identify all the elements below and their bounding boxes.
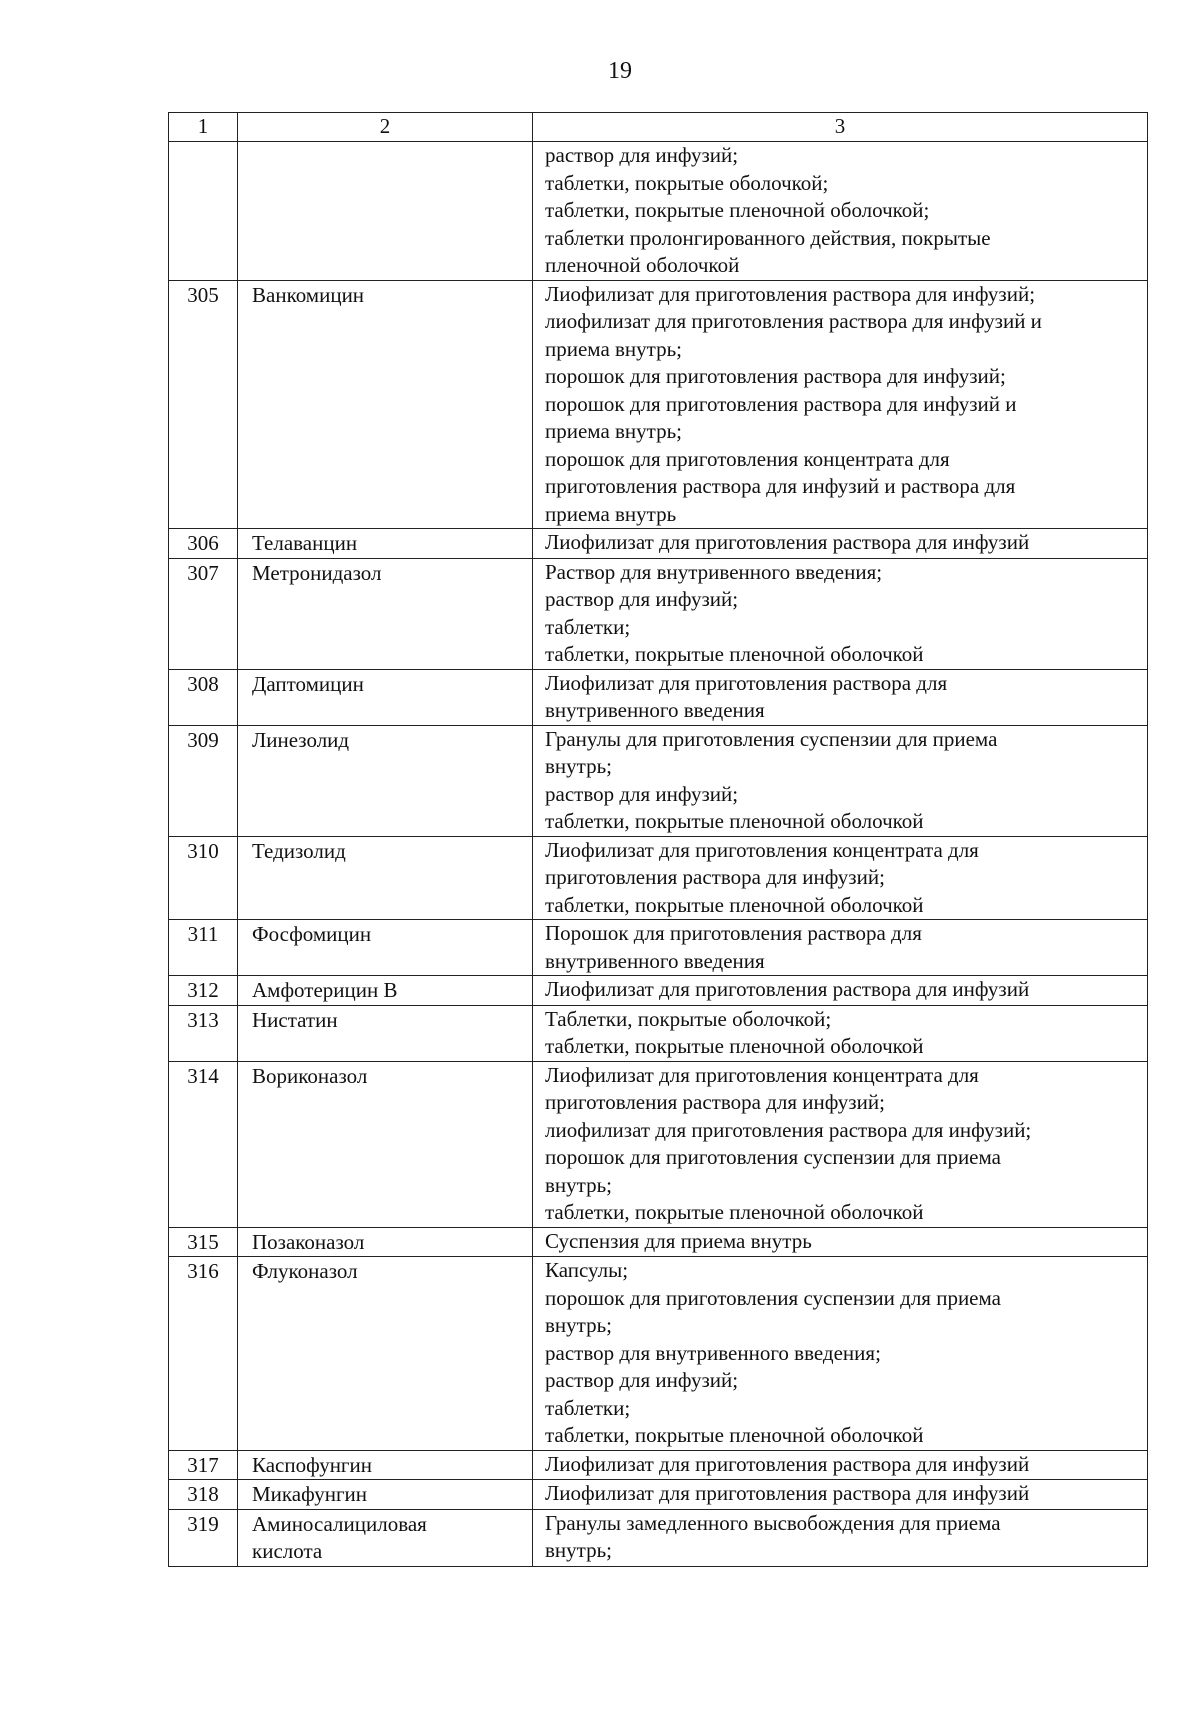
drug-name-line: Амфотерицин В bbox=[252, 978, 398, 1002]
row-number: 309 bbox=[169, 725, 238, 836]
drug-table-container bbox=[168, 112, 1147, 1567]
drug-name-cell bbox=[238, 725, 533, 836]
table-row bbox=[169, 142, 1148, 281]
dosage-form-line: порошок для приготовления суспензии для приема bbox=[545, 1145, 1001, 1169]
column-header-1: 1 bbox=[169, 113, 238, 142]
drug-name-line: кислота bbox=[252, 1539, 323, 1563]
dosage-form-line: таблетки, покрытые пленочной оболочкой bbox=[545, 809, 924, 833]
dosage-form-line: порошок для приготовления раствора для инфузий; bbox=[545, 364, 1006, 388]
table-row bbox=[169, 1061, 1148, 1227]
dosage-form-line: внутрь; bbox=[545, 1313, 612, 1337]
dosage-forms-cell bbox=[533, 1257, 1148, 1451]
drug-name-cell bbox=[238, 558, 533, 669]
dosage-form-line: пленочной оболочкой bbox=[545, 253, 740, 277]
drug-name-line: Аминосалициловая bbox=[252, 1511, 427, 1536]
row-number: 316 bbox=[169, 1257, 238, 1451]
dosage-form-line: внутрь; bbox=[545, 1538, 612, 1562]
drug-name-cell bbox=[238, 920, 533, 976]
row-number: 306 bbox=[169, 529, 238, 559]
drug-name-line: Микафунгин bbox=[252, 1482, 368, 1506]
dosage-forms-cell bbox=[533, 1480, 1148, 1510]
dosage-form-line: приготовления раствора для инфузий; bbox=[545, 1090, 885, 1114]
drug-name-cell bbox=[238, 529, 533, 559]
dosage-form-line: порошок для приготовления суспензии для приема bbox=[545, 1285, 1001, 1310]
dosage-form-line: таблетки, покрытые пленочной оболочкой; bbox=[545, 198, 930, 222]
table-row bbox=[169, 1509, 1148, 1566]
dosage-form-line: таблетки, покрытые пленочной оболочкой bbox=[545, 1423, 924, 1447]
header-row bbox=[169, 113, 1148, 142]
dosage-form-line: Лиофилизат для приготовления концентрата для bbox=[545, 1062, 979, 1087]
drug-name-cell bbox=[238, 1450, 533, 1480]
drug-name-line: Флуконазол bbox=[252, 1259, 358, 1283]
dosage-form-line: приготовления раствора для инфузий и раствора для bbox=[545, 474, 1016, 498]
dosage-form-line: внутривенного введения bbox=[545, 948, 765, 973]
column-header-2: 2 bbox=[238, 113, 533, 142]
table-row bbox=[169, 836, 1148, 920]
dosage-form-line: приема внутрь; bbox=[545, 336, 683, 361]
dosage-form-line: лиофилизат для приготовления раствора для инфузий и bbox=[545, 309, 1042, 333]
dosage-forms-cell bbox=[533, 1450, 1148, 1480]
dosage-form-line: внутрь; bbox=[545, 1172, 612, 1197]
row-number: 311 bbox=[169, 920, 238, 976]
table-row bbox=[169, 1480, 1148, 1510]
table-header bbox=[169, 113, 1148, 142]
dosage-form-line: Лиофилизат для приготовления раствора для инфузий bbox=[545, 530, 1030, 554]
table-row bbox=[169, 1450, 1148, 1480]
dosage-form-line: Суспензия для приема внутрь bbox=[545, 1228, 812, 1253]
drug-name-cell bbox=[238, 669, 533, 725]
row-number: 319 bbox=[169, 1509, 238, 1566]
dosage-form-line: таблетки, покрытые оболочкой; bbox=[545, 170, 829, 195]
dosage-forms-cell bbox=[533, 529, 1148, 559]
row-number bbox=[169, 142, 238, 281]
row-number: 315 bbox=[169, 1227, 238, 1257]
row-number: 317 bbox=[169, 1450, 238, 1480]
dosage-forms-cell bbox=[533, 280, 1148, 529]
dosage-form-line: приготовления раствора для инфузий; bbox=[545, 865, 885, 889]
dosage-form-line: Гранулы для приготовления суспензии для приема bbox=[545, 726, 998, 751]
dosage-form-line: Гранулы замедленного высвобождения для приема bbox=[545, 1510, 1001, 1535]
dosage-form-line: таблетки, покрытые пленочной оболочкой bbox=[545, 1200, 924, 1224]
row-number: 318 bbox=[169, 1480, 238, 1510]
drug-name-cell bbox=[238, 1005, 533, 1061]
dosage-forms-cell bbox=[533, 1227, 1148, 1257]
row-number: 314 bbox=[169, 1061, 238, 1227]
table-row bbox=[169, 1005, 1148, 1061]
dosage-form-line: таблетки; bbox=[545, 614, 631, 639]
table-body bbox=[169, 142, 1148, 1567]
drug-name-cell bbox=[238, 976, 533, 1006]
drug-name-line: Позаконазол bbox=[252, 1229, 365, 1254]
dosage-form-line: Лиофилизат для приготовления раствора для bbox=[545, 670, 948, 695]
dosage-forms-cell bbox=[533, 1061, 1148, 1227]
drug-name-cell bbox=[238, 1257, 533, 1451]
table-row bbox=[169, 1257, 1148, 1451]
dosage-form-line: таблетки; bbox=[545, 1395, 631, 1420]
row-number: 313 bbox=[169, 1005, 238, 1061]
row-number: 310 bbox=[169, 836, 238, 920]
row-number: 312 bbox=[169, 976, 238, 1006]
dosage-form-line: таблетки, покрытые пленочной оболочкой bbox=[545, 892, 924, 917]
dosage-forms-cell bbox=[533, 920, 1148, 976]
dosage-form-line: таблетки, покрытые пленочной оболочкой bbox=[545, 642, 924, 666]
dosage-form-line: раствор для инфузий; bbox=[545, 1368, 739, 1392]
drug-name-line: Метронидазол bbox=[252, 560, 382, 585]
dosage-form-line: раствор для инфузий; bbox=[545, 587, 739, 611]
dosage-form-line: внутрь; bbox=[545, 754, 612, 778]
dosage-form-line: Лиофилизат для приготовления раствора для инфузий bbox=[545, 977, 1030, 1001]
drug-name-line: Каспофунгин bbox=[252, 1452, 373, 1477]
column-header-3: 3 bbox=[533, 113, 1148, 142]
dosage-form-line: Лиофилизат для приготовления раствора для инфузий; bbox=[545, 281, 1036, 306]
drug-name-line: Ванкомицин bbox=[252, 282, 365, 307]
table-row bbox=[169, 669, 1148, 725]
row-number: 308 bbox=[169, 669, 238, 725]
table-row bbox=[169, 280, 1148, 529]
dosage-form-line: Капсулы; bbox=[545, 1258, 629, 1282]
drug-name-line: Нистатин bbox=[252, 1007, 338, 1032]
drug-name-cell bbox=[238, 1227, 533, 1257]
dosage-form-line: раствор для внутривенного введения; bbox=[545, 1340, 881, 1365]
dosage-form-line: Лиофилизат для приготовления концентрата для bbox=[545, 837, 979, 862]
drug-name-line: Тедизолид bbox=[252, 838, 346, 863]
table-row bbox=[169, 920, 1148, 976]
dosage-forms-cell bbox=[533, 725, 1148, 836]
dosage-form-line: таблетки, покрытые пленочной оболочкой bbox=[545, 1034, 924, 1058]
row-number: 307 bbox=[169, 558, 238, 669]
dosage-forms-cell bbox=[533, 558, 1148, 669]
drug-name-cell bbox=[238, 142, 533, 281]
dosage-form-line: приема внутрь bbox=[545, 501, 677, 526]
drug-name-line: Вориконазол bbox=[252, 1063, 368, 1088]
table-row bbox=[169, 558, 1148, 669]
dosage-form-line: таблетки пролонгированного действия, покрытые bbox=[545, 225, 991, 250]
dosage-forms-cell bbox=[533, 142, 1148, 281]
dosage-form-line: раствор для инфузий; bbox=[545, 143, 739, 167]
drug-name-cell bbox=[238, 836, 533, 920]
dosage-forms-cell bbox=[533, 976, 1148, 1006]
drug-name-cell bbox=[238, 1509, 533, 1566]
row-number: 305 bbox=[169, 280, 238, 529]
dosage-forms-cell bbox=[533, 836, 1148, 920]
table-row bbox=[169, 725, 1148, 836]
drug-name-line: Линезолид bbox=[252, 727, 350, 752]
drug-name-cell bbox=[238, 280, 533, 529]
drug-name-cell bbox=[238, 1061, 533, 1227]
dosage-form-line: порошок для приготовления концентрата для bbox=[545, 446, 950, 471]
dosage-form-line: внутривенного введения bbox=[545, 698, 765, 722]
dosage-form-line: порошок для приготовления раствора для инфузий и bbox=[545, 391, 1017, 416]
dosage-form-line: приема внутрь; bbox=[545, 419, 683, 443]
dosage-form-line: Таблетки, покрытые оболочкой; bbox=[545, 1006, 832, 1031]
dosage-form-line: раствор для инфузий; bbox=[545, 781, 739, 806]
dosage-form-line: Раствор для внутривенного введения; bbox=[545, 559, 883, 584]
dosage-form-line: Лиофилизат для приготовления раствора для инфузий bbox=[545, 1451, 1030, 1476]
dosage-forms-cell bbox=[533, 669, 1148, 725]
drug-name-line: Телаванцин bbox=[252, 531, 358, 555]
drug-table bbox=[168, 112, 1148, 1567]
dosage-forms-cell bbox=[533, 1005, 1148, 1061]
dosage-forms-cell bbox=[533, 1509, 1148, 1566]
dosage-form-line: Порошок для приготовления раствора для bbox=[545, 921, 922, 945]
table-row bbox=[169, 976, 1148, 1006]
table-row bbox=[169, 1227, 1148, 1257]
table-row bbox=[169, 529, 1148, 559]
dosage-form-line: лиофилизат для приготовления раствора для инфузий; bbox=[545, 1117, 1032, 1142]
drug-name-cell bbox=[238, 1480, 533, 1510]
page-number: 19 bbox=[608, 58, 632, 84]
drug-name-line: Фосфомицин bbox=[252, 922, 372, 946]
drug-name-line: Даптомицин bbox=[252, 671, 364, 696]
dosage-form-line: Лиофилизат для приготовления раствора для инфузий bbox=[545, 1481, 1030, 1505]
